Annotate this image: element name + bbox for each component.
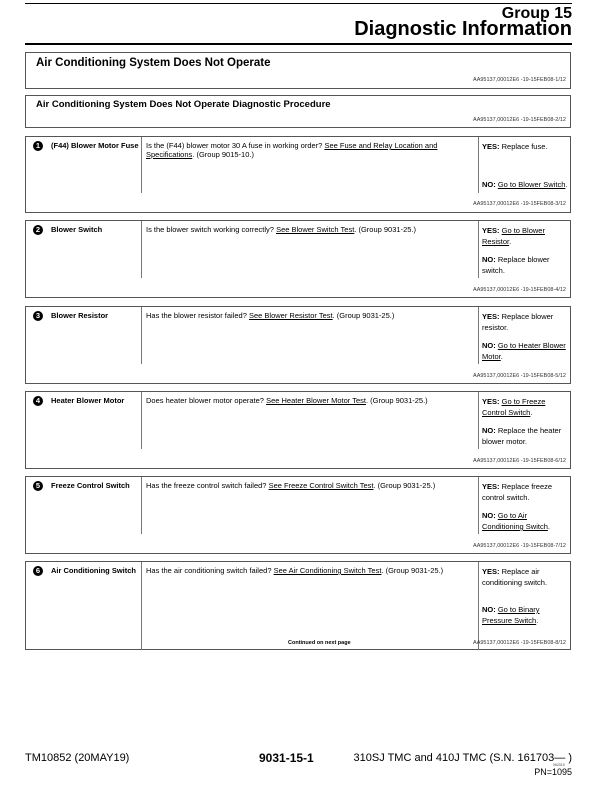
step-name: (F44) Blower Motor Fuse [51, 141, 139, 150]
section-ref: AA95137,00012E6 -19-15FEB08-1/12 [473, 77, 566, 83]
yes-action: YES: Go to Blower Resistor. [482, 226, 545, 246]
go-to-link[interactable]: Go to Blower Resistor [482, 226, 545, 246]
step-ref: AA95137,00012E6 -19-15FEB08-5/12 [473, 373, 566, 379]
step-question: Is the blower switch working correctly? See Blower Switch Test. (Group 9031-25.) [146, 225, 416, 234]
step-name: Freeze Control Switch [51, 481, 130, 490]
yes-action: YES: Replace fuse. [482, 142, 548, 151]
footer-code: 062019 [553, 763, 565, 767]
step-name: Blower Switch [51, 225, 103, 234]
reference-link[interactable]: See Freeze Control Switch Test [268, 481, 374, 490]
section-title: Air Conditioning System Does Not Operate [36, 57, 271, 69]
step-question: Is the (F44) blower motor 30 A fuse in working order? See Fuse and Relay Location and Specifications. (Group 9015-10.) [146, 141, 438, 159]
step-number-icon: 2 [33, 225, 43, 235]
continued-note: Continued on next page [288, 640, 351, 646]
step-question: Does heater blower motor operate? See Heater Blower Motor Test. (Group 9031-25.) [146, 396, 428, 405]
step-row [25, 561, 571, 650]
reference-link[interactable]: See Fuse and Relay Location and Specifications [146, 141, 438, 159]
section-box [25, 52, 571, 89]
step-ref: AA95137,00012E6 -19-15FEB08-3/12 [473, 201, 566, 207]
go-to-link[interactable]: Go to Freeze Control Switch [482, 397, 546, 417]
section-box [25, 95, 571, 128]
step-row [25, 476, 571, 554]
footer-model: 310SJ TMC and 410J TMC (S.N. 161703— ) [353, 752, 572, 764]
go-to-link[interactable]: Go to Binary Pressure Switch [482, 605, 540, 625]
go-to-link[interactable]: Go to Air Conditioning Switch [482, 511, 548, 531]
no-action: NO: Replace the heater blower motor. [482, 426, 562, 446]
step-ref: AA95137,00012E6 -19-15FEB08-7/12 [473, 543, 566, 549]
step-question: Has the blower resistor failed? See Blower Resistor Test. (Group 9031-25.) [146, 311, 395, 320]
step-number-icon: 4 [33, 396, 43, 406]
no-action: NO: Replace blower switch. [482, 255, 550, 275]
no-action: NO: Go to Binary Pressure Switch. [482, 605, 540, 625]
step-number-icon: 3 [33, 311, 43, 321]
footer-manual-id: TM10852 (20MAY19) [25, 752, 130, 764]
step-row [25, 306, 571, 384]
step-row [25, 220, 571, 298]
footer-pn: PN=1095 [534, 767, 572, 777]
yes-action: YES: Replace blower resistor. [482, 312, 554, 332]
title-underline [25, 43, 572, 45]
yes-action: YES: Go to Freeze Control Switch. [482, 397, 546, 417]
footer-page-number: 9031-15-1 [259, 751, 314, 765]
step-number-icon: 6 [33, 566, 43, 576]
step-row [25, 391, 571, 469]
header-rule [25, 3, 572, 4]
step-name: Heater Blower Motor [51, 396, 125, 405]
no-action: NO: Go to Blower Switch. [482, 180, 568, 189]
reference-link[interactable]: See Blower Resistor Test [248, 311, 333, 320]
reference-link[interactable]: See Air Conditioning Switch Test [273, 566, 382, 575]
step-number-icon: 1 [33, 141, 43, 151]
step-ref: AA95137,00012E6 -19-15FEB08-4/12 [473, 287, 566, 293]
yes-action: YES: Replace freeze control switch. [482, 482, 553, 502]
reference-link[interactable]: See Blower Switch Test [276, 225, 355, 234]
step-name: Blower Resistor [51, 311, 109, 320]
go-to-link[interactable]: Go to Blower Switch [497, 180, 566, 189]
yes-action: YES: Replace air conditioning switch. [482, 567, 548, 587]
go-to-link[interactable]: Go to Heater Blower Motor [482, 341, 566, 361]
step-question: Has the freeze control switch failed? See Freeze Control Switch Test. (Group 9031-25.) [146, 481, 436, 490]
step-name: Air Conditioning Switch [51, 566, 136, 575]
section-ref: AA95137,00012E6 -19-15FEB08-2/12 [473, 117, 566, 123]
step-ref: AA95137,00012E6 -19-15FEB08-8/12 [473, 640, 566, 646]
step-row [25, 136, 571, 213]
no-action: NO: Go to Heater Blower Motor. [482, 341, 566, 361]
reference-link[interactable]: See Heater Blower Motor Test [266, 396, 366, 405]
step-question: Has the air conditioning switch failed? See Air Conditioning Switch Test. (Group 9031-25.) [146, 566, 444, 575]
section-title: Air Conditioning System Does Not Operate Diagnostic Procedure [36, 99, 331, 110]
step-number-icon: 5 [33, 481, 43, 491]
group-number: Group 15 [501, 5, 572, 22]
step-ref: AA95137,00012E6 -19-15FEB08-6/12 [473, 458, 566, 464]
page-title: Diagnostic Information [354, 18, 572, 40]
no-action: NO: Go to Air Conditioning Switch. [482, 511, 550, 531]
